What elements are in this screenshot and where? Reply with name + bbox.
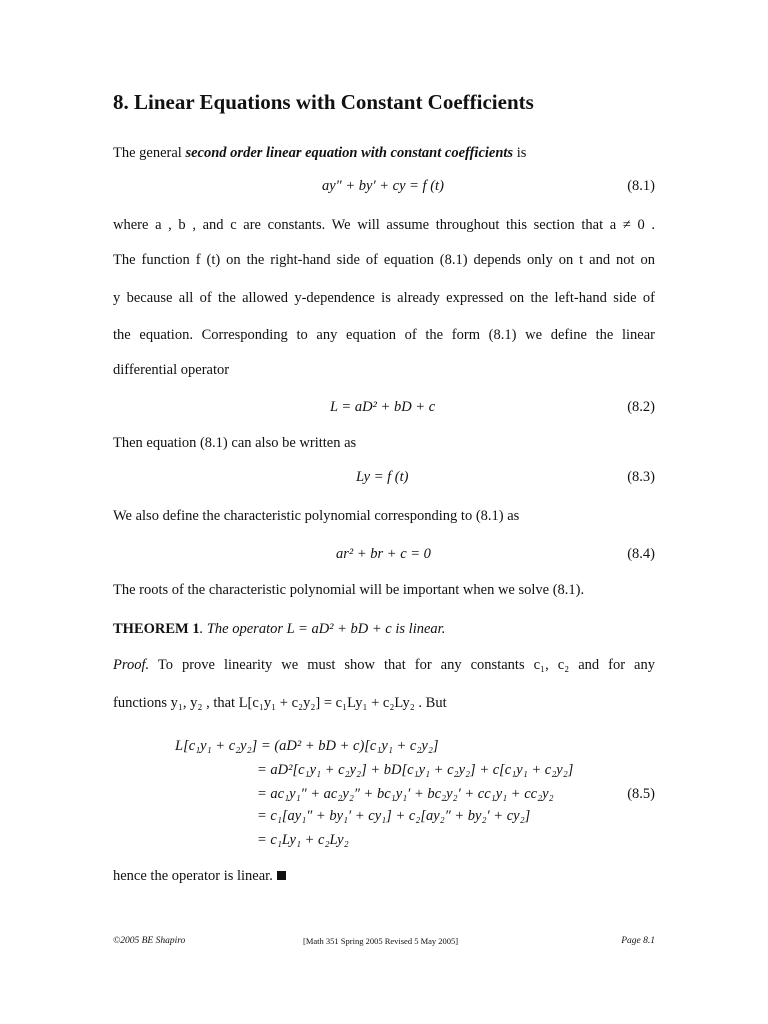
- page-title: 8. Linear Equations with Constant Coefficients: [113, 90, 534, 114]
- proof-label: Proof.: [113, 657, 150, 673]
- intro-pre: The general: [113, 145, 186, 161]
- equation-number-8-3: (8.3): [627, 469, 655, 485]
- footer-copyright: ©2005 BE Shapiro: [113, 936, 186, 946]
- equation-number-8-1: (8.1): [627, 178, 655, 194]
- intro-post: is: [513, 145, 527, 161]
- equation-8-3: Ly = f (t): [356, 469, 409, 485]
- qed-square-icon: [277, 871, 286, 880]
- theorem-label: THEOREM 1: [113, 621, 200, 637]
- conclusion-line: [113, 867, 286, 885]
- paragraph-roots: The roots of the characteristic polynomial will be important when we solve (8.1).: [113, 582, 585, 598]
- derivation-line: = aD²[c₁y₁ + c₂y₂] + bD[c₁y₁ + c₂y₂] + c[c₁y₁ + c₂y₂]: [257, 762, 574, 778]
- conclusion-text: hence the operator is linear.: [113, 868, 273, 884]
- paragraph-line: the equation. Corresponding to any equation of the form (8.1) we define the linear: [113, 327, 655, 343]
- proof-line: functions y₁, y₂ , that L[c₁y₁ + c₂y₂] = c₁Ly₁ + c₂Ly₂ . But: [113, 695, 447, 711]
- paragraph-line: differential operator: [113, 362, 230, 378]
- derivation-line: = ac₁y₁″ + ac₂y₂″ + bc₁y₁′ + bc₂y₂′ + cc₁y₁ + cc₂y₂: [257, 786, 554, 802]
- paragraph-then: Then equation (8.1) can also be written as: [113, 435, 357, 451]
- paragraph-line: y because all of the allowed y-dependence is already expressed on the left-hand side of: [113, 290, 655, 306]
- paragraph-also: We also define the characteristic polynomial corresponding to (8.1) as: [113, 508, 520, 524]
- paragraph-line: where a , b , and c are constants. We will assume throughout this section that a ≠ 0 .: [113, 217, 655, 233]
- proof-text: To prove linearity we must show that for any constants c₁, c₂ and for any: [149, 657, 655, 673]
- equation-8-4: ar² + br + c = 0: [336, 546, 431, 562]
- derivation-line: = c₁Ly₁ + c₂Ly₂: [257, 832, 349, 848]
- equation-number-8-2: (8.2): [627, 399, 655, 415]
- footer-course-info: [Math 351 Spring 2005 Revised 5 May 2005]: [303, 936, 459, 946]
- equation-8-2: L = aD² + bD + c: [330, 399, 436, 415]
- footer-page-number: Page 8.1: [621, 936, 655, 946]
- derivation-line: = c₁[ay₁″ + by₁′ + cy₁] + c₂[ay₂″ + by₂′ + cy₂]: [257, 808, 531, 824]
- paragraph-line: The function f (t) on the right-hand side of equation (8.1) depends only on t and not on: [113, 252, 655, 268]
- intro-paragraph: [113, 144, 526, 162]
- equation-8-1: ay″ + by′ + cy = f (t): [322, 178, 444, 194]
- intro-emphasis: second order linear equation with constant coefficients: [185, 145, 514, 161]
- equation-number-8-4: (8.4): [627, 546, 655, 562]
- theorem-text: . The operator L = aD² + bD + c is linear.: [199, 621, 446, 637]
- theorem-statement: [113, 620, 445, 638]
- derivation-line: L[c₁y₁ + c₂y₂] = (aD² + bD + c)[c₁y₁ + c₂y₂]: [175, 738, 439, 754]
- proof-line: [113, 656, 655, 674]
- equation-number-8-5: (8.5): [627, 786, 655, 802]
